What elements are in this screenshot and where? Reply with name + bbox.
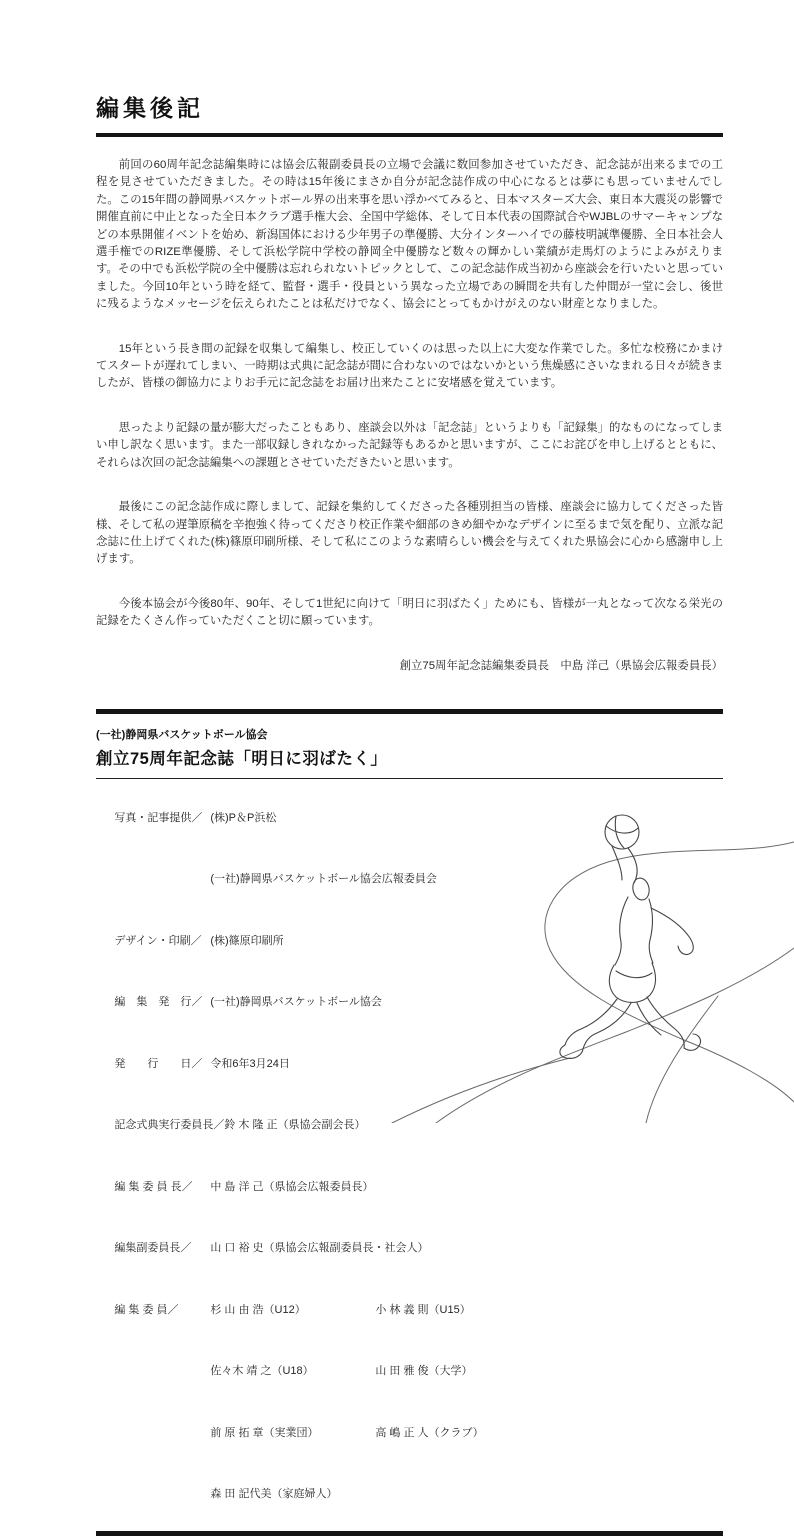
colophon-row: [96, 787, 723, 849]
colophon-row: [96, 972, 723, 1034]
colophon-row: [96, 1095, 723, 1157]
colophon-row: [96, 1402, 723, 1464]
colophon-row: [96, 1156, 723, 1218]
colophon-row: [96, 1218, 723, 1280]
colophon-row: [96, 849, 723, 911]
page-title: 編集後記: [96, 95, 204, 121]
colophon-value2: 高 嶋 正 人（クラブ）: [375, 1426, 484, 1439]
colophon-value: 前 原 拓 章（実業団）: [210, 1426, 319, 1439]
colophon-label: 写真・記事提供／: [114, 811, 203, 824]
colophon-label: 編 集 発 行／: [114, 996, 203, 1009]
colophon-value: (一社)静岡県バスケットボール協会: [210, 996, 382, 1009]
section-divider-bar: [96, 709, 723, 714]
colophon: [96, 787, 723, 1525]
colophon-value: 鈴 木 隆 正（県協会副会長）: [224, 1119, 366, 1132]
letter-paragraph: 思ったより記録の量が膨大だったこともあり、座談会以外は「記念誌」というよりも「記録集」的なものになってしまい申し訳なく思います。また一部収録しきれなかった記録等もあるかと思いますが、ここにお詫びを申し上げるとともに、それらは次回の記念誌編集への課題とさせていただきたいと思います。: [96, 421, 723, 469]
colophon-row: [96, 1033, 723, 1095]
colophon-value: (一社)静岡県バスケットボール協会広報委員会: [210, 873, 437, 886]
colophon-value: 中 島 洋 己（県協会広報委員長）: [210, 1180, 374, 1193]
colophon-row: [96, 1341, 723, 1403]
colophon-label: デザイン・印刷／: [114, 934, 202, 947]
colophon-row: [96, 1464, 723, 1526]
page-content: [96, 90, 723, 1536]
colophon-label: 発 行 日／: [114, 1057, 203, 1070]
letter-paragraph: 今後本協会が今後80年、90年、そして1世紀に向けて「明日に羽ばたく」ためにも、皆様が一丸となって次なる栄光の記録をたくさん作っていただくこと切に願っています。: [96, 597, 723, 628]
title-rule: [96, 133, 723, 137]
colophon-value: 森 田 記代美（家庭婦人）: [210, 1488, 338, 1501]
bottom-bar: [96, 1531, 723, 1536]
colophon-value: (株)篠原印刷所: [210, 934, 284, 947]
afterword-body: [96, 157, 723, 675]
colophon-value: 杉 山 由 浩（U12）: [210, 1303, 306, 1316]
colophon-value2: 小 林 義 則（U15）: [375, 1303, 471, 1316]
colophon-row: [96, 910, 723, 972]
editor-signature: 創立75周年記念誌編集委員長 中島 洋己（県協会広報委員長）: [399, 659, 723, 672]
colophon-label: 編集副委員長／: [114, 1242, 192, 1255]
colophon-label: 記念式典実行委員長／: [114, 1119, 225, 1132]
colophon-value: (株)P＆P浜松: [210, 811, 277, 824]
letter-paragraph: 最後にこの記念誌作成に際しまして、記録を集約してくださった各種別担当の皆様、座談会に協力してくださった皆様、そして私の遅筆原稿を辛抱強く待ってくださり校正作業や細部のきめ細やかなデザインに至るまで気を配り、立派な記念誌に仕上げてくれた(株)篠原印刷所様、そして私にこのような素晴らしい機会を与えてくれた県協会に心から感謝申し上げます。: [96, 501, 723, 566]
colophon-value2: 山 田 雅 俊（大学）: [375, 1365, 473, 1378]
colophon-value: 山 口 裕 史（県協会広報副委員長・社会人）: [210, 1242, 429, 1255]
colophon-value: 令和6年3月24日: [210, 1057, 290, 1070]
colophon-value: 佐々木 靖 之（U18）: [210, 1365, 314, 1378]
colophon-label: 編 集 委 員 長／: [114, 1180, 193, 1193]
colophon-rule: [96, 778, 723, 779]
letter-paragraph: 前回の60周年記念誌編集時には協会広報副委員長の立場で会議に数回参加させていただき、記念誌が出来るまでの工程を見させていただきました。その時は15年後にまさか自分が記念誌作成の中心になるとは夢にも思っていませんでした。この15年間の静岡県バスケットボール界の出来事を思い浮かべてみると、日本マスターズ大会、東日本大震災の影響で開催直前に中止となった全日本クラブ選手権大会、全国中学総体、そして日本代表の国際試合やWJBLのサマーキャンプなどの本県開催イベントを始め、新潟国体における少年男子の準優勝、大分インターハイでの藤枝明誠準優勝、全日本社会人選手権でのRIZE準優勝、そして浜松学院中学校の静岡全中優勝など数々の輝かしい業績が走馬灯のようによみがえります。その中でも浜松学院の全中優勝は忘れられないトピックとして、この記念誌作成当初から座談会を行いたいと思っていました。今回10年という時を経て、監督・選手・役員という異なった立場であの瞬間を共有した仲間が一堂に会し、後世に残るようなメッセージを伝えられたことは私だけでなく、協会にとってもかけがえのない財産となりました。: [96, 159, 723, 311]
publication-title: 創立75周年記念誌「明日に羽ばたく」: [96, 749, 388, 768]
colophon-label: 編 集 委 員／: [114, 1303, 179, 1316]
letter-paragraph: 15年という長き間の記録を収集して編集し、校正していくのは思った以上に大変な作業でした。多忙な校務にかまけてスタートが遅れてしまい、一時期は式典に記念誌が間に合わないのではないかという焦燥感にさいなまれる日々が続きましたが、皆様の御協力によりお手元に記念誌をお届け出来たことに安堵感を覚えています。: [96, 342, 723, 390]
colophon-row: [96, 1279, 723, 1341]
association-name: (一社)静岡県バスケットボール協会: [96, 728, 268, 741]
